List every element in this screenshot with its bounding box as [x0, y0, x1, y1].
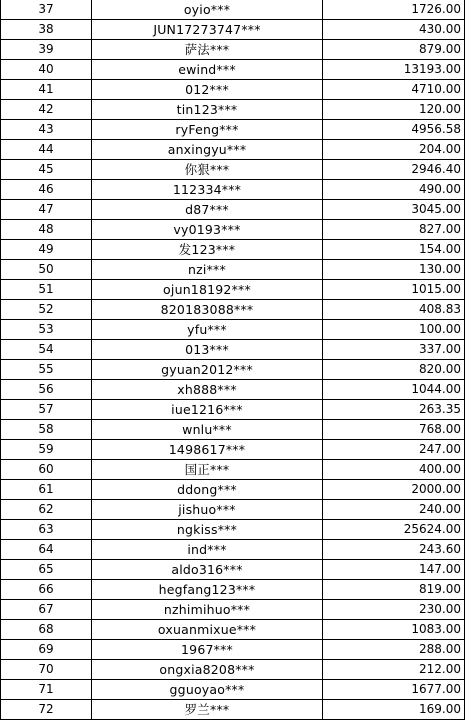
row-number-cell[interactable]: 37	[1, 0, 92, 20]
table-row	[1, 140, 465, 160]
table-row	[1, 420, 465, 440]
username-cell[interactable]: oxuanmixue***	[92, 620, 323, 640]
row-number-cell[interactable]: 63	[1, 520, 92, 540]
table-row	[1, 40, 465, 60]
amount-cell[interactable]: 169.00	[323, 700, 465, 720]
amount-cell[interactable]: 2000.00	[323, 480, 465, 500]
table-row	[1, 100, 465, 120]
row-number-cell[interactable]: 56	[1, 380, 92, 400]
row-number-cell[interactable]: 41	[1, 80, 92, 100]
amount-cell[interactable]: 400.00	[323, 460, 465, 480]
amount-cell[interactable]: 768.00	[323, 420, 465, 440]
amount-cell[interactable]: 1044.00	[323, 380, 465, 400]
username-cell[interactable]: vy0193***	[92, 220, 323, 240]
row-number-cell[interactable]: 64	[1, 540, 92, 560]
amount-cell[interactable]: 130.00	[323, 260, 465, 280]
username-cell[interactable]: oyio***	[92, 0, 323, 20]
amount-cell[interactable]: 147.00	[323, 560, 465, 580]
row-number-cell[interactable]: 68	[1, 620, 92, 640]
table-row	[1, 320, 465, 340]
row-number-cell[interactable]: 72	[1, 700, 92, 720]
username-cell[interactable]: nzhimihuo***	[92, 600, 323, 620]
table-row	[1, 240, 465, 260]
username-cell[interactable]: ngkiss***	[92, 520, 323, 540]
table-row	[1, 400, 465, 420]
row-number-cell[interactable]: 49	[1, 240, 92, 260]
username-cell[interactable]: 罗兰***	[92, 700, 323, 720]
table-row	[1, 300, 465, 320]
table-row	[1, 680, 465, 700]
username-cell[interactable]: 112334***	[92, 180, 323, 200]
table-row	[1, 620, 465, 640]
row-number-cell[interactable]: 57	[1, 400, 92, 420]
row-number-cell[interactable]: 65	[1, 560, 92, 580]
amount-cell[interactable]: 154.00	[323, 240, 465, 260]
amount-cell[interactable]: 100.00	[323, 320, 465, 340]
table-row	[1, 80, 465, 100]
amount-cell[interactable]: 820.00	[323, 360, 465, 380]
table-row	[1, 500, 465, 520]
table-row	[1, 0, 465, 20]
amount-cell[interactable]: 827.00	[323, 220, 465, 240]
amount-cell[interactable]: 212.00	[323, 660, 465, 680]
amount-cell[interactable]: 408.83	[323, 300, 465, 320]
row-number-cell[interactable]: 52	[1, 300, 92, 320]
row-number-cell[interactable]: 50	[1, 260, 92, 280]
table-row	[1, 340, 465, 360]
table-row	[1, 520, 465, 540]
row-number-cell[interactable]: 71	[1, 680, 92, 700]
table-row	[1, 580, 465, 600]
table-row	[1, 440, 465, 460]
username-cell[interactable]: 013***	[92, 340, 323, 360]
row-number-cell[interactable]: 44	[1, 140, 92, 160]
table-row	[1, 660, 465, 680]
amount-cell[interactable]: 243.60	[323, 540, 465, 560]
table-row	[1, 180, 465, 200]
username-cell[interactable]: ojun18192***	[92, 280, 323, 300]
table-row	[1, 160, 465, 180]
amount-cell[interactable]: 819.00	[323, 580, 465, 600]
amount-cell[interactable]: 230.00	[323, 600, 465, 620]
amount-cell[interactable]: 1726.00	[323, 0, 465, 20]
username-cell[interactable]: 萨法***	[92, 40, 323, 60]
amount-cell[interactable]: 337.00	[323, 340, 465, 360]
table-row	[1, 560, 465, 580]
row-number-cell[interactable]: 51	[1, 280, 92, 300]
table-row	[1, 380, 465, 400]
username-cell[interactable]: nzi***	[92, 260, 323, 280]
table-row	[1, 20, 465, 40]
amount-cell[interactable]: 1677.00	[323, 680, 465, 700]
username-cell[interactable]: 1498617***	[92, 440, 323, 460]
table-row	[1, 480, 465, 500]
amount-cell[interactable]: 247.00	[323, 440, 465, 460]
amount-cell[interactable]: 1083.00	[323, 620, 465, 640]
row-number-cell[interactable]: 39	[1, 40, 92, 60]
amount-cell[interactable]: 430.00	[323, 20, 465, 40]
username-cell[interactable]: 012***	[92, 80, 323, 100]
amount-cell[interactable]: 1015.00	[323, 280, 465, 300]
table-row	[1, 600, 465, 620]
row-number-cell[interactable]: 48	[1, 220, 92, 240]
username-cell[interactable]: iue1216***	[92, 400, 323, 420]
row-number-cell[interactable]: 60	[1, 460, 92, 480]
username-cell[interactable]: ind***	[92, 540, 323, 560]
username-cell[interactable]: aldo316***	[92, 560, 323, 580]
username-cell[interactable]: gyuan2012***	[92, 360, 323, 380]
username-cell[interactable]: ewind***	[92, 60, 323, 80]
row-number-cell[interactable]: 66	[1, 580, 92, 600]
username-cell[interactable]: 1967***	[92, 640, 323, 660]
username-cell[interactable]: JUN17273747***	[92, 20, 323, 40]
row-number-cell[interactable]: 38	[1, 20, 92, 40]
username-cell[interactable]: jishuo***	[92, 500, 323, 520]
table-row	[1, 60, 465, 80]
amount-cell[interactable]: 490.00	[323, 180, 465, 200]
row-number-cell[interactable]: 61	[1, 480, 92, 500]
table-row	[1, 200, 465, 220]
row-number-cell[interactable]: 55	[1, 360, 92, 380]
row-number-cell[interactable]: 58	[1, 420, 92, 440]
row-number-cell[interactable]: 45	[1, 160, 92, 180]
amount-cell[interactable]: 263.35	[323, 400, 465, 420]
table-row	[1, 120, 465, 140]
amount-cell[interactable]: 4710.00	[323, 80, 465, 100]
username-cell[interactable]: ddong***	[92, 480, 323, 500]
amount-cell[interactable]: 204.00	[323, 140, 465, 160]
table-row	[1, 260, 465, 280]
table-row	[1, 540, 465, 560]
username-cell[interactable]: yfu***	[92, 320, 323, 340]
row-number-cell[interactable]: 40	[1, 60, 92, 80]
username-cell[interactable]: xh888***	[92, 380, 323, 400]
amount-cell[interactable]: 240.00	[323, 500, 465, 520]
username-cell[interactable]: d87***	[92, 200, 323, 220]
row-number-cell[interactable]: 54	[1, 340, 92, 360]
username-cell[interactable]: 国正***	[92, 460, 323, 480]
row-number-cell[interactable]: 42	[1, 100, 92, 120]
row-number-cell[interactable]: 70	[1, 660, 92, 680]
amount-cell[interactable]: 120.00	[323, 100, 465, 120]
username-cell[interactable]: gguoyao***	[92, 680, 323, 700]
username-cell[interactable]: ongxia8208***	[92, 660, 323, 680]
username-cell[interactable]: 820183088***	[92, 300, 323, 320]
table-row	[1, 460, 465, 480]
row-number-cell[interactable]: 47	[1, 200, 92, 220]
amount-cell[interactable]: 13193.00	[323, 60, 465, 80]
row-number-cell[interactable]: 69	[1, 640, 92, 660]
amount-cell[interactable]: 4956.58	[323, 120, 465, 140]
table-row	[1, 280, 465, 300]
table-body	[1, 0, 465, 720]
username-cell[interactable]: ryFeng***	[92, 120, 323, 140]
amount-cell[interactable]: 2946.40	[323, 160, 465, 180]
row-number-cell[interactable]: 67	[1, 600, 92, 620]
amount-cell[interactable]: 25624.00	[323, 520, 465, 540]
row-number-cell[interactable]: 62	[1, 500, 92, 520]
row-number-cell[interactable]: 46	[1, 180, 92, 200]
row-number-cell[interactable]: 59	[1, 440, 92, 460]
row-number-cell[interactable]: 43	[1, 120, 92, 140]
table-row	[1, 640, 465, 660]
username-cell[interactable]: tin123***	[92, 100, 323, 120]
table-row	[1, 700, 465, 720]
amount-cell[interactable]: 3045.00	[323, 200, 465, 220]
row-number-cell[interactable]: 53	[1, 320, 92, 340]
username-cell[interactable]: hegfang123***	[92, 580, 323, 600]
table-row	[1, 360, 465, 380]
username-cell[interactable]: wnlu***	[92, 420, 323, 440]
username-cell[interactable]: 你狠***	[92, 160, 323, 180]
amount-cell[interactable]: 879.00	[323, 40, 465, 60]
username-cell[interactable]: anxingyu***	[92, 140, 323, 160]
username-cell[interactable]: 发123***	[92, 240, 323, 260]
table-row	[1, 220, 465, 240]
amount-cell[interactable]: 288.00	[323, 640, 465, 660]
